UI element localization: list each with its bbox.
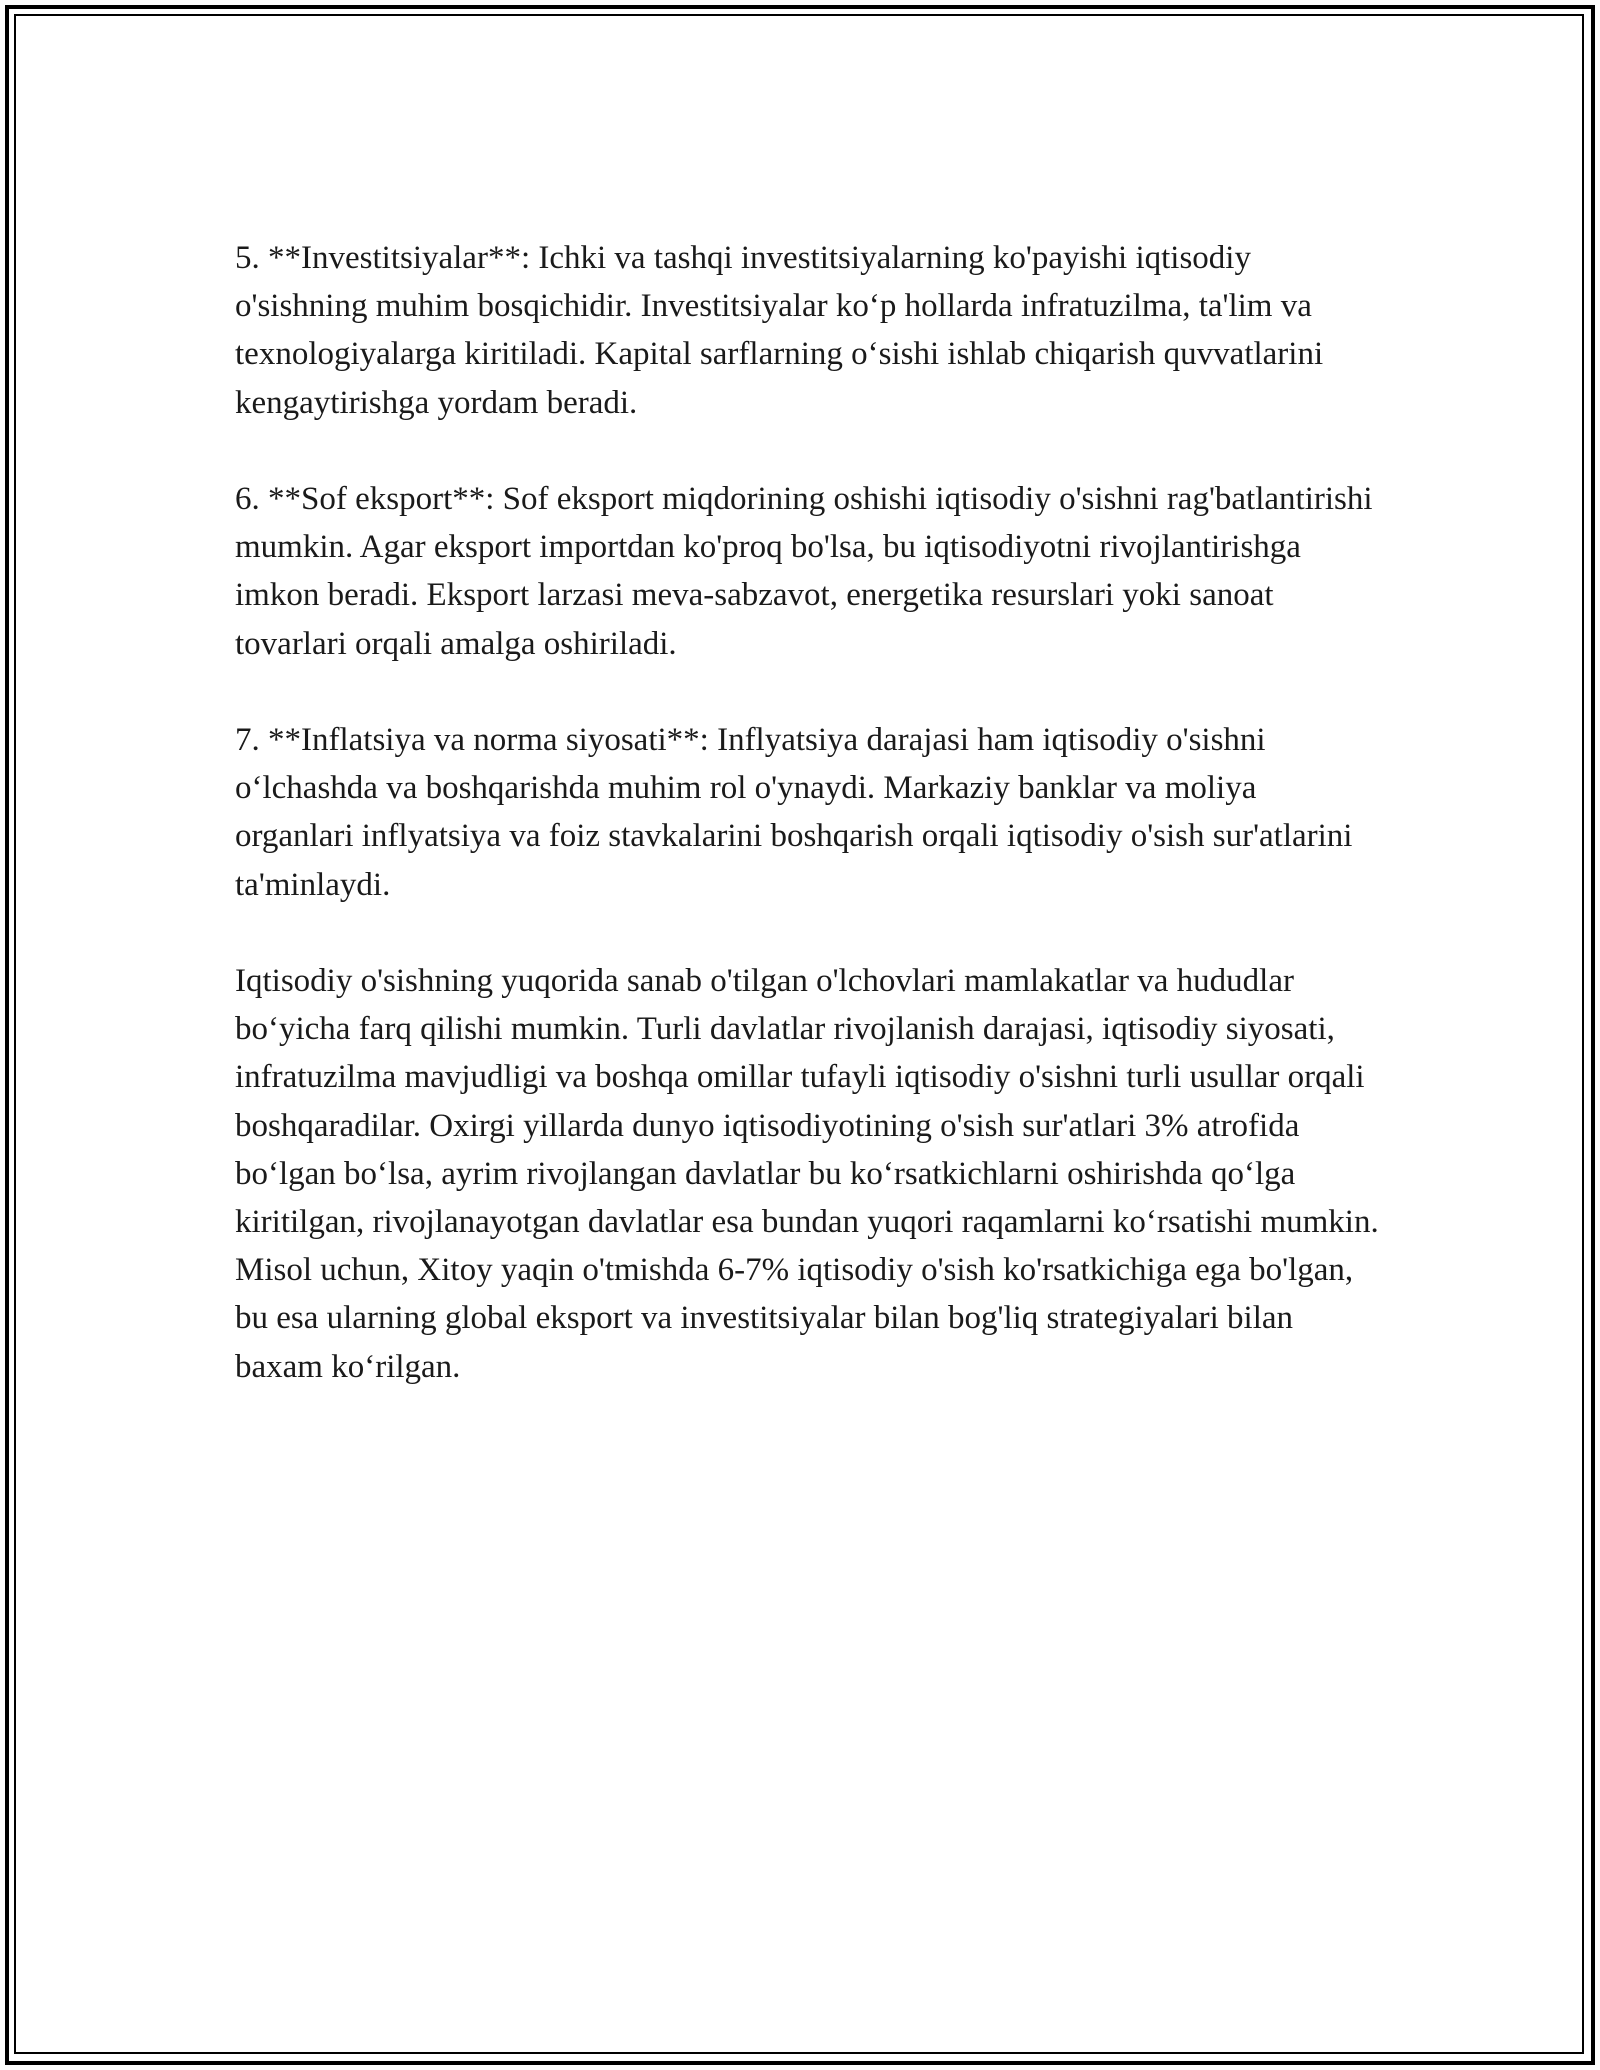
- document-body: [235, 234, 1380, 1391]
- paragraph-inflatsiya: 7. **Inflatsiya va norma siyosati**: Inflyatsiya darajasi ham iqtisodiy o'sishni o‘lchashda va boshqarishda muhim rol o'ynaydi. Markaziy banklar va moliya organlari inflyatsiya va foiz stavkalarini boshqarish orqali iqtisodiy o'sish sur'atlarini ta'minlaydi.: [235, 722, 1353, 903]
- paragraph-summary: Iqtisodiy o'sishning yuqorida sanab o'tilgan o'lchovlari mamlakatlar va hududlar bo‘yicha farq qilishi mumkin. Turli davlatlar rivojlanish darajasi, iqtisodiy siyosati, infratuzilma mavjudligi va boshqa omillar tufayli iqtisodiy o'sishni turli usullar orqali boshqaradilar. Oxirgi yillarda dunyo iqtisodiyotining o'sish sur'atlari 3% atrofida bo‘lgan bo‘lsa, ayrim rivojlangan davlatlar bu ko‘rsatkichlarni oshirishda qo‘lga kiritilgan, rivojlanayotgan davlatlar esa bundan yuqori raqamlarni ko‘rsatishi mumkin. Misol uchun, Xitoy yaqin o'tmishda 6-7% iqtisodiy o'sish ko'rsatkichiga ega bo'lgan, bu esa ularning global eksport va investitsiyalar bilan bog'liq strategiyalari bilan baxam ko‘rilgan.: [235, 963, 1379, 1385]
- paragraph-investitsiyalar: 5. **Investitsiyalar**: Ichki va tashqi investitsiyalarning ko'payishi iqtisodiy o'sishning muhim bosqichidir. Investitsiyalar ko‘p hollarda infratuzilma, ta'lim va texnologiyalarga kiritiladi. Kapital sarflarning o‘sishi ishlab chiqarish quvvatlarini kengaytirishga yordam beradi.: [235, 240, 1324, 421]
- paragraph-sof-eksport: 6. **Sof eksport**: Sof eksport miqdorining oshishi iqtisodiy o'sishni rag'batlantirishi mumkin. Agar eksport importdan ko'proq bo'lsa, bu iqtisodiyotni rivojlantirishga imkon beradi. Eksport larzasi meva-sabzavot, energetika resurslari yoki sanoat tovarlari orqali amalga oshiriladi.: [235, 481, 1373, 662]
